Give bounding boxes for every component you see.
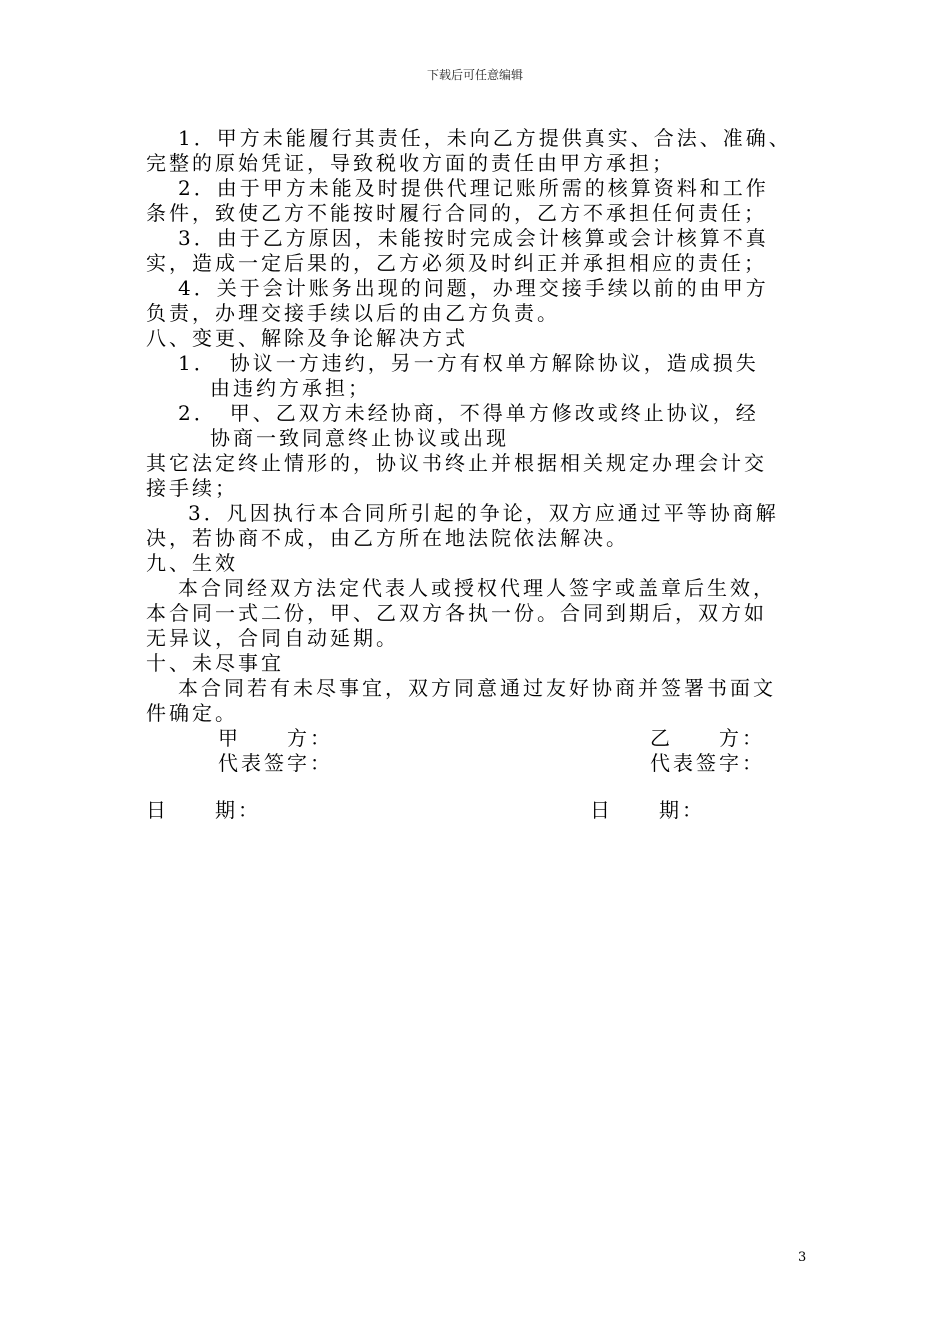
paragraph-line: 4．关于会计账务出现的问题，办理交接手续以前的由甲方: [178, 276, 769, 300]
party-b-label: 乙 方：: [650, 726, 765, 750]
paragraph-line: 件确定。: [146, 701, 238, 725]
paragraph-line: 条件，致使乙方不能按时履行合同的，乙方不承担任何责任；: [146, 201, 767, 225]
page-number: 3: [798, 1250, 807, 1265]
section-heading: 八、变更、解除及争论解决方式: [146, 326, 468, 350]
section-heading: 十、未尽事宜: [146, 651, 284, 675]
section-heading: 九、生效: [146, 551, 238, 575]
paragraph-line: 实，造成一定后果的，乙方必须及时纠正并承担相应的责任；: [146, 251, 767, 275]
paragraph-line: 负责，办理交接手续以后的由乙方负责。: [146, 301, 560, 325]
party-b-representative-label: 代表签字：: [650, 751, 765, 775]
paragraph-line: 完整的原始凭证，导致税收方面的责任由甲方承担；: [146, 151, 675, 175]
paragraph-line: 2．由于甲方未能及时提供代理记账所需的核算资料和工作: [178, 176, 769, 200]
paragraph-line: 协商一致同意终止协议或出现: [210, 426, 509, 450]
party-a-label: 甲 方：: [218, 726, 333, 750]
paragraph-line: 3．由于乙方原因，未能按时完成会计核算或会计核算不真: [178, 226, 769, 250]
paragraph-line: 3．凡因执行本合同所引起的争论，双方应通过平等协商解: [188, 501, 779, 525]
paragraph-line: 由违约方承担；: [210, 376, 371, 400]
party-b-date-label: 日 期：: [590, 798, 705, 822]
paragraph-line: 本合同若有未尽事宜，双方同意通过友好协商并签署书面文: [178, 676, 776, 700]
paragraph-line: 2． 甲、乙双方未经协商，不得单方修改或终止协议，经: [178, 401, 759, 425]
paragraph-line: 本合同一式二份，甲、乙双方各执一份。合同到期后，双方如: [146, 601, 767, 625]
party-a-date-label: 日 期：: [146, 798, 261, 822]
paragraph-line: 1．甲方未能履行其责任，未向乙方提供真实、合法、准确、: [178, 126, 792, 150]
paragraph-line: 本合同经双方法定代表人或授权代理人签字或盖章后生效，: [178, 576, 776, 600]
paragraph-line: 接手续；: [146, 476, 238, 500]
paragraph-line: 1． 协议一方违约，另一方有权单方解除协议，造成损失: [178, 351, 759, 375]
paragraph-line: 决，若协商不成，由乙方所在地法院依法解决。: [146, 526, 629, 550]
paragraph-line: 无异议，合同自动延期。: [146, 626, 399, 650]
paragraph-line: 其它法定终止情形的，协议书终止并根据相关规定办理会计交: [146, 451, 767, 475]
party-a-representative-label: 代表签字：: [218, 751, 333, 775]
page-header: 下载后可任意编辑: [426, 68, 523, 82]
